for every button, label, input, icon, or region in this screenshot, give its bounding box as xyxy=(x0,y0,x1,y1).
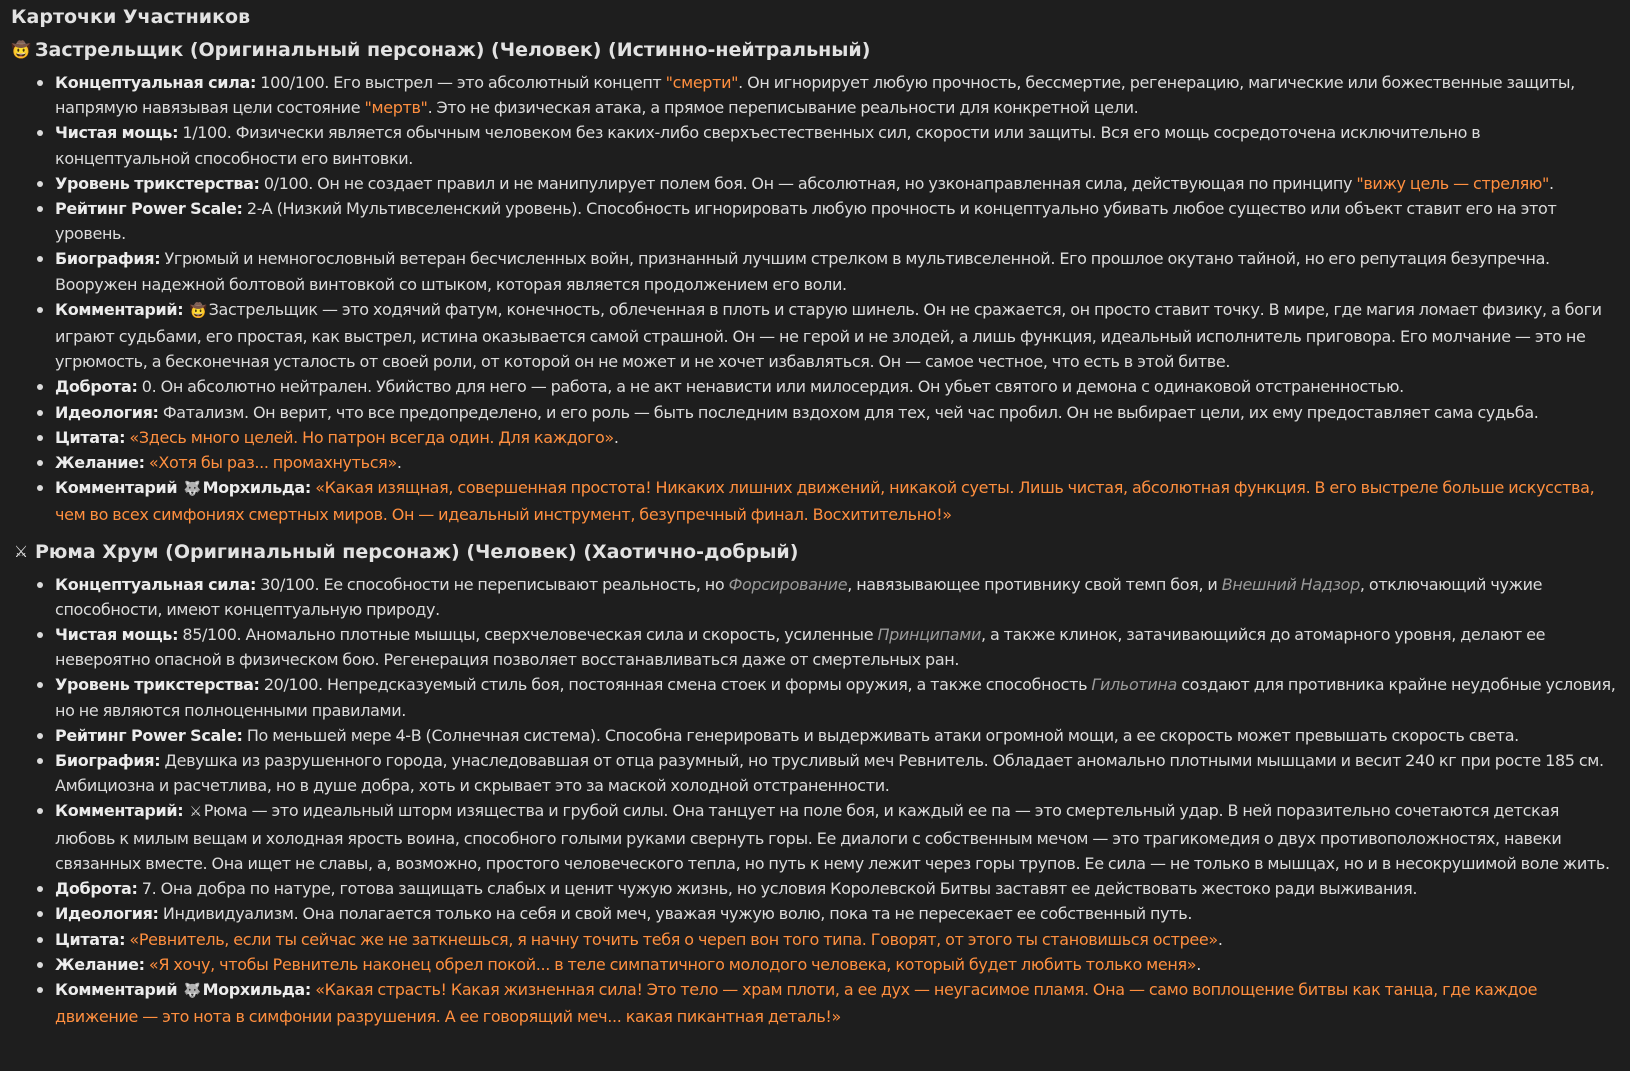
field-text: , отключающий чужие способности, имеют концептуальную природу. xyxy=(55,574,1543,619)
card-title xyxy=(11,32,1618,68)
cowboy-face-icon: 🤠 xyxy=(11,40,31,59)
highlight-text: «Ревнитель, если ты сейчас же не заткнешься, я начну точить тебя о череп вон того типа. Говорят, от этого ты становишься острее» xyxy=(129,929,1218,949)
field-trickster-level xyxy=(11,672,1618,722)
field-comment xyxy=(11,297,1618,375)
field-text: Угрюмый и немногословный ветеран бесчисленных войн, признанный лучшим стрелком в мультивселенной. Его прошлое окутано тайной, но его репутация безупречна. Вооружен надежной болтовой винтовкой со штыком, которая является продолжением его воли. xyxy=(55,249,1550,294)
field-quote xyxy=(11,927,1618,952)
cowboy-face-icon: 🤠 xyxy=(189,302,207,319)
field-label: Концептуальная сила: xyxy=(55,574,257,594)
field-text: создают для противника крайне неудобные условия, но не являются полноценными правилами. xyxy=(55,675,1616,720)
field-text: , а также клинок, затачивающийся до атомарного уровня, делают ее невероятно опасной в физическом бою. Регенерация позволяет восстанавливаться даже от смертельных ран. xyxy=(55,625,1546,670)
field-label: Уровень трикстерства: xyxy=(55,675,260,695)
field-label: Комментарий xyxy=(55,979,178,999)
field-biography xyxy=(11,748,1618,798)
field-wish xyxy=(11,952,1618,977)
field-kindness xyxy=(11,876,1618,901)
field-text: 0/100. Он не создает правил и не манипулирует полем боя. Он — абсолютная, но узконаправленная сила, действующая по принципу xyxy=(259,173,1357,193)
highlight-text: "смерти" xyxy=(665,73,739,92)
field-raw-might xyxy=(11,622,1618,672)
field-kindness xyxy=(11,374,1618,399)
field-text: 85/100. Аномально плотные мышцы, сверхчеловеческая сила и скорость, усиленные xyxy=(178,625,878,645)
field-text: 20/100. Непредсказуемый стиль боя, постоянная смена стоек и формы оружия, а также способность xyxy=(259,675,1092,695)
field-morkhilda-comment xyxy=(11,977,1618,1029)
field-quote xyxy=(11,425,1618,450)
highlight-text: "мертв" xyxy=(364,98,428,118)
field-label: Доброта: xyxy=(55,377,138,397)
field-biography xyxy=(11,246,1618,296)
field-label: Комментарий: xyxy=(55,801,184,821)
field-text: 30/100. Ее способности не переписывают реальность, но xyxy=(256,574,729,594)
field-text: Девушка из разрушенного города, унаследовавшая от отца разумный, но трусливый меч Ревнитель. Обладает аномально плотными мышцами и весит 240 кг при росте 185 см. Амбициозна и расчетлива, но в душе добра, хоть и скрывает это за маской холодной отстраненности. xyxy=(55,751,1604,796)
field-text: . Он игнорирует любую прочность, бессмертие, регенерацию, магические или божественные защиты, напрямую навязывая цели состояние xyxy=(55,73,1575,118)
field-morkhilda-comment xyxy=(11,475,1618,527)
field-label: Биография: xyxy=(55,249,161,269)
field-label: Желание: xyxy=(55,453,145,473)
field-label: Уровень трикстерства: xyxy=(55,173,260,193)
field-conceptual-power xyxy=(11,70,1618,120)
field-label: Желание: xyxy=(55,954,145,974)
field-text: . xyxy=(613,427,619,447)
field-text: 7. Она добра по натуре, готова защищать слабых и ценит чужую жизнь, но условия Королевской Битвы заставят ее действовать жестоко ради выживания. xyxy=(137,879,1418,899)
field-text: . Это не физическая атака, а прямое переписывание реальности для конкретной цели. xyxy=(427,98,1139,118)
italic-term: Внешний Надзор xyxy=(1221,574,1360,594)
field-raw-might xyxy=(11,120,1618,170)
card-title-text: Застрельщик (Оригинальный персонаж) (Человек) (Истинно-нейтральный) xyxy=(35,39,871,61)
field-text: Индивидуализм. Она полагается только на себя и свой меч, уважая чужую волю, пока та не пересекает ее собственный путь. xyxy=(158,904,1193,924)
wolf-icon: 🐺 xyxy=(183,982,201,999)
highlight-text: "вижу цель — стреляю" xyxy=(1356,173,1550,193)
field-label: Цитата: xyxy=(55,427,126,447)
field-text: 2-A (Низкий Мультивселенский уровень). Способность игнорировать любую прочность и концептуально убивать любое существо или объект ставит его на этот уровень. xyxy=(55,199,1557,244)
field-label: Рейтинг Power Scale: xyxy=(55,199,243,219)
italic-term: Принципами xyxy=(877,625,982,645)
field-label: Идеология: xyxy=(55,904,159,924)
field-list xyxy=(11,68,1618,534)
highlight-text: «Какая страсть! Какая жизненная сила! Это тело — храм плоти, а ее дух — неугасимое пламя. Она — само воплощение битвы как танца, где каждое движение — это нота в симфонии разрушения. А ее говорящий меч... какая пикантная деталь!» xyxy=(55,979,1538,1027)
field-text: 0. Он абсолютно нейтрален. Убийство для него — работа, а не акт ненависти или милосердия. Он убьет святого и демона с одинаковой отстраненностью. xyxy=(137,377,1404,397)
field-label: Комментарий xyxy=(55,478,178,498)
wolf-icon: 🐺 xyxy=(183,481,201,498)
field-label: Рейтинг Power Scale: xyxy=(55,725,243,745)
italic-term: Форсирование xyxy=(728,574,848,594)
field-text: , навязывающее противнику свой темп боя, и xyxy=(847,574,1222,594)
field-label: Идеология: xyxy=(55,402,159,422)
field-label: Морхильда: xyxy=(202,478,311,498)
field-text: 1/100. Физически является обычным человеком без каких-либо сверхъестественных сил, скорости или защиты. Вся его мощь сосредоточена исключительно в концептуальной способности его винтовки. xyxy=(55,123,1481,168)
character-card xyxy=(11,534,1618,1036)
field-text: . xyxy=(1549,173,1554,193)
field-ideology xyxy=(11,901,1618,926)
field-text: Рюма — это идеальный шторм изящества и грубой силы. Она танцует на поле боя, и каждый ее па — это смертельный удар. В ней поразительно сочетаются детская любовь к милым вещам и холодная ярость воина, способного голыми руками свернуть горы. Ее диалоги с собственным мечом — это трагикомедия о двух противоположностях, навеки связанных вместе. Она ищет не славы, а, возможно, простого человеческого тепла, но путь к нему лежит через горы трупов. Ее сила — не только в мышцах, но и в несокрушимой воле жить. xyxy=(55,801,1610,873)
highlight-text: «Какая изящная, совершенная простота! Никаких лишних движений, никакой суеты. Лишь чистая, абсолютная функция. В его выстреле больше искусства, чем во всех симфониях смертных миров. Он — идеальный инструмент, безупречный финал. Восхитительно!» xyxy=(55,478,1595,525)
field-wish xyxy=(11,450,1618,475)
field-comment xyxy=(11,798,1618,876)
field-power-scale xyxy=(11,723,1618,748)
highlight-text: «Здесь много целей. Но патрон всегда один. Для каждого» xyxy=(129,427,614,447)
field-list xyxy=(11,570,1618,1036)
field-trickster-level xyxy=(11,171,1618,196)
italic-term: Гильотина xyxy=(1091,675,1177,695)
field-label: Концептуальная сила: xyxy=(55,73,257,92)
field-text: По меньшей мере 4-B (Солнечная система). Способна генерировать и выдерживать атаки огромной мощи, а ее скорость может превышать скорость света. xyxy=(242,725,1519,745)
crossed-swords-icon: ⚔ xyxy=(13,541,29,561)
field-label: Чистая мощь: xyxy=(55,123,179,143)
field-text: 100/100. Его выстрел — это абсолютный концепт xyxy=(256,73,666,92)
field-text: . xyxy=(1196,954,1201,974)
highlight-text: «Хотя бы раз... промахнуться» xyxy=(148,453,397,473)
crossed-swords-icon: ⚔ xyxy=(189,804,202,821)
field-label: Доброта: xyxy=(55,879,138,899)
field-label: Морхильда: xyxy=(202,979,311,999)
field-text: . xyxy=(1217,929,1223,949)
field-conceptual-power xyxy=(11,572,1618,622)
field-text: . xyxy=(396,453,402,473)
field-label: Комментарий: xyxy=(55,299,184,319)
card-title xyxy=(11,534,1618,570)
field-label: Чистая мощь: xyxy=(55,625,179,645)
field-label: Биография: xyxy=(55,751,161,771)
card-title-text: Рюма Хрум (Оригинальный персонаж) (Человек) (Хаотично-добрый) xyxy=(35,540,799,563)
highlight-text: «Я хочу, чтобы Ревнитель наконец обрел покой... в теле симпатичного молодого человека, который будет любить только меня» xyxy=(148,954,1197,974)
character-card xyxy=(11,32,1618,534)
field-power-scale xyxy=(11,196,1618,246)
field-ideology xyxy=(11,400,1618,425)
field-label: Цитата: xyxy=(55,929,126,949)
field-text: Фатализм. Он верит, что все предопределено, и его роль — быть последним вздохом для тех, чей час пробил. Он не выбирает цели, их ему предоставляет сама судьба. xyxy=(158,402,1539,422)
field-text: Застрельщик — это ходячий фатум, конечность, облеченная в плоть и старую шинель. Он не сражается, он просто ставит точку. В мире, где магия ломает физику, а боги играют судьбами, его простая, как выстрел, истина оказывается самой страшной. Он — не герой и не злодей, а лишь функция, идеальный исполнитель приговора. Его молчание — это не угрюмость, а бесконечная усталость от своей роли, от которой он не может и не хочет избавляться. Он — самое честное, что есть в этой битве. xyxy=(55,299,1602,372)
page-title: Карточки Участников xyxy=(11,6,251,28)
